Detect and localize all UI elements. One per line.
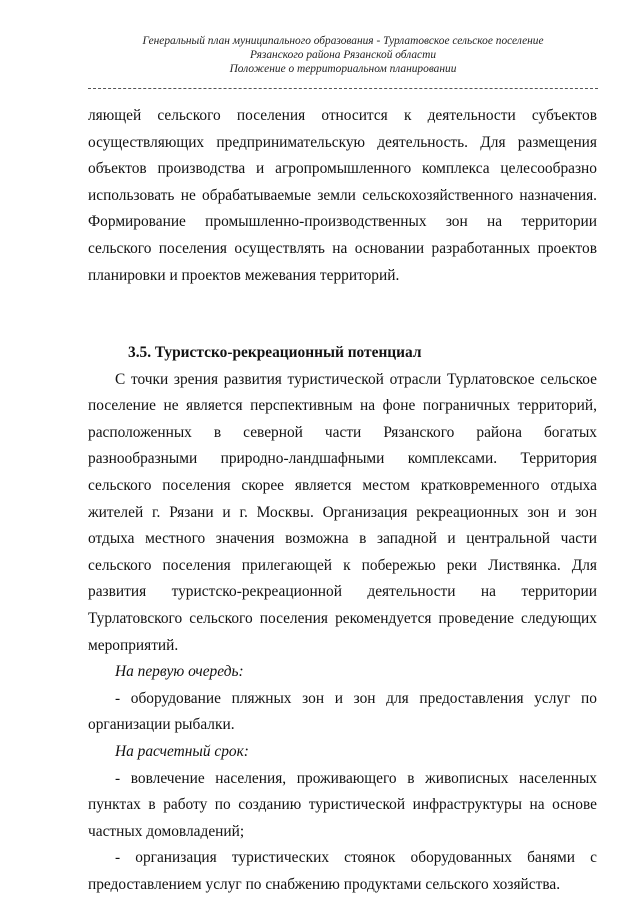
continued-paragraph: ляющей сельского поселения относится к деятельности субъектов осуществляющих предпринимательскую деятельность. Для размещения объектов производства и агропромышленного комплекса целесообразно использовать не обрабатываемые земли сельскохозяйственного назначения. Формирование промышленно-производственных зон на территории сельского поселения осуществлять на основании разработанных проектов планировки и проектов межевания территорий.: [88, 107, 597, 284]
continued-paragraph-block: [88, 103, 597, 289]
header-divider: [88, 88, 598, 89]
first-priority-item: - оборудование пляжных зон и зон для предоставления услуг по организации рыбалки.: [88, 689, 597, 734]
header-line-2: Рязанского района Рязанской области: [249, 49, 437, 61]
header-line-1: Генеральный план муниципального образования - Турлатовское сельское поселение: [142, 35, 544, 47]
estimated-term-item-2: - организация туристических стоянок оборудованных банями с предоставлением услуг по снабжению продуктами сельского хозяйства.: [88, 849, 597, 893]
header-line-3: Положение о территориальном планировании: [229, 63, 457, 75]
section-heading: 3.5. Туристско-рекреационный потенциал: [128, 344, 422, 361]
section-paragraph: С точки зрения развития туристической отрасли Турлатовское сельское поселение не является перспективным на фоне пограничных территорий, расположенных в северной части Рязанского района богатых разнообразными природно-ландшафными комплексами. Территория сельского поселения скорее является местом кратковременного отдыха жителей г. Рязани и г. Москвы. Организация рекреационных зон и зон отдыха местного значения возможна в западной и центральной части сельского поселения прилегающей к побережью реки Листвянка. Для развития туристско-рекреационной деятельности на территории Турлатовского сельского поселения рекомендуется проведение следующих мероприятий.: [88, 370, 597, 654]
estimated-term-item-1: - вовлечение населения, проживающего в живописных населенных пунктах в работу по созданию туристической инфраструктуры на основе частных домовладений;: [88, 769, 597, 840]
section-3-5: [88, 340, 597, 898]
estimated-term-label: На расчетный срок:: [115, 742, 249, 760]
first-priority-label: На первую очередь:: [115, 663, 244, 681]
running-header: [88, 34, 598, 76]
